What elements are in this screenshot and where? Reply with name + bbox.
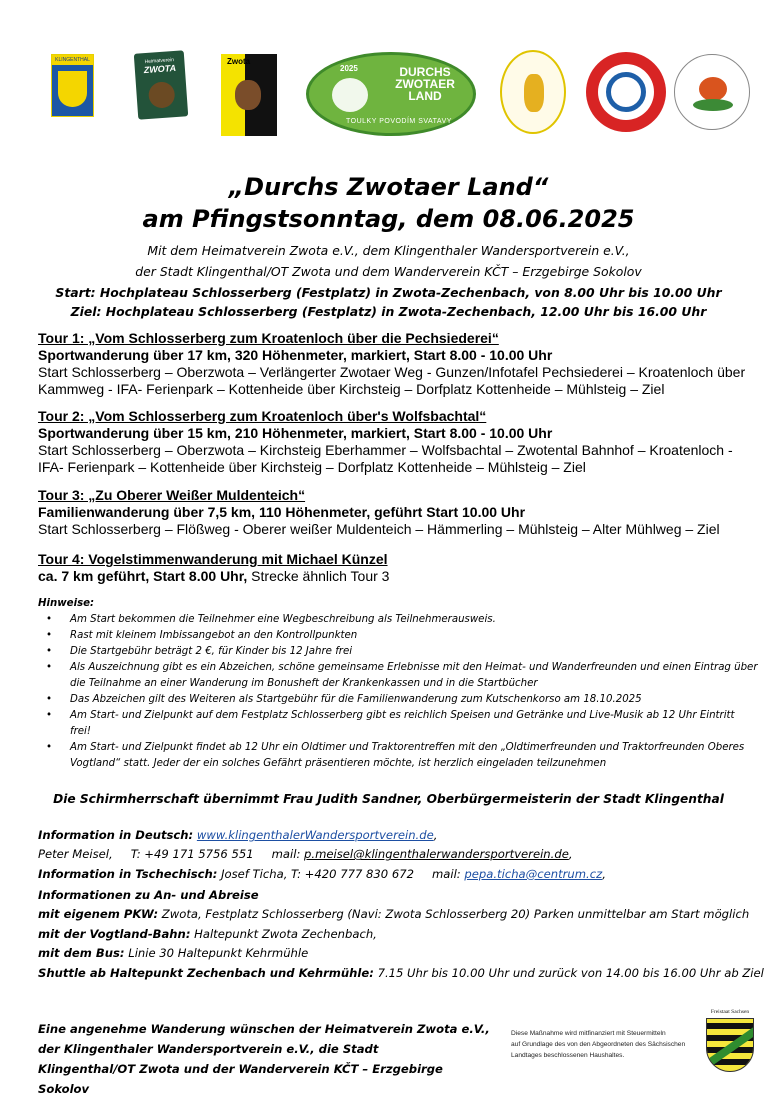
tour-1-details: Sportwanderung über 17 km, 320 Höhenmeter, markiert, Start 8.00 - 10.00 Uhr (38, 347, 553, 363)
kct-logo-icon (586, 52, 666, 132)
info-czech-text: Josef Ticha, T: +420 777 830 672 (221, 866, 414, 881)
patronage-line: Die Schirmherrschaft übernimmt Frau Judith Sandner, Oberbürgermeisterin der Stadt Klingenthal (53, 792, 724, 806)
travel-train-label: mit der Vogtland-Bahn: (38, 926, 191, 941)
vgwv-logo-icon (674, 54, 750, 130)
list-item: • Als Auszeichnung gibt es ein Abzeichen, schöne gemeinsame Erlebnisse mit den Heimat- und Wanderfreunden und einen Eintrag über die Teilnahme an einer Wanderung im Bonusheft der Krankenkassen und in die Startbücher (70, 660, 758, 692)
tour-1-heading: Tour 1: „Vom Schlosserberg zum Kroatenloch über die Pechsiederei“ (38, 330, 499, 346)
contact-phone: T: +49 171 5756 551 (130, 847, 254, 862)
klingenthal-coat-of-arms-icon (51, 54, 94, 117)
heimatverein-logo-line2: ZWOTA (143, 62, 177, 76)
travel-bus-text: Linie 30 Haltepunkt Kehrmühle (128, 946, 309, 961)
website-link[interactable]: www.klingenthalerWandersportverein.de (196, 828, 434, 842)
tour-3-details: Familienwanderung über 7,5 km, 110 Höhenmeter, geführt Start 10.00 Uhr (38, 504, 526, 520)
durchs-logo-sub: TOULKY POVODÍM SVATAVY (346, 118, 452, 125)
wandersportverein-logo-icon (500, 50, 566, 134)
tour-1-route: Start Schlosserberg – Oberzwota – Verlängerter Zwotaer Weg - Gunzen/Infotafel Pechsiederei – Kroatenloch über Kammweg - IFA- Ferienpark – Kottenheide über Kirchsteig – Dorfplatz Kottenheide – Mühlsteig – Ziel (38, 364, 746, 397)
tour-2-heading: Tour 2: „Vom Schlosserberg zum Kroatenloch über's Wolfsbachtal“ (38, 408, 487, 424)
heimatverein-zwota-logo-icon (134, 50, 188, 119)
travel-bus-label: mit dem Bus: (38, 946, 125, 961)
tour-4-details-plain: Strecke ähnlich Tour 3 (247, 568, 390, 584)
contact-mail-link[interactable]: p.meisel@klingenthalerwandersportverein.de (304, 847, 569, 862)
info-czech-label: Information in Tschechisch: (38, 866, 218, 881)
list-item: • Die Startgebühr beträgt 2 €, für Kinder bis 12 Jahre frei (70, 644, 758, 660)
tour-4-details-bold: ca. 7 km geführt, Start 8.00 Uhr, (38, 568, 248, 584)
tour-3-route: Start Schlosserberg – Flößweg - Oberer weißer Muldenteich – Hämmerling – Mühlsteig – Alter Mühlweg – Ziel (38, 521, 720, 537)
tour-2-route: Start Schlosserberg – Oberzwota – Kirchsteig Eberhammer – Wolfsbachtal – Zwotental Bahnhof – Kroatenloch - IFA- Ferienpark – Kottenheide über Kirchsteig – Dorfplatz Kottenheide – Mühlsteig – Ziel (38, 442, 733, 475)
info-german-comma: , (433, 828, 438, 842)
tour-4 (38, 551, 758, 585)
list-item: • Rast mit kleinem Imbissangebot an den Kontrollpunkten (70, 628, 758, 644)
travel-shuttle-label: Shuttle ab Haltepunkt Zechenbach und Kehrmühle: (38, 965, 374, 980)
heimatverein-logo-line1: Heimatverein (144, 57, 175, 66)
travel-heading: Informationen zu An- und Abreise (38, 888, 259, 902)
tour-1 (38, 330, 758, 398)
durchs-zwotaer-land-logo-icon (296, 50, 486, 140)
list-item: • Am Start- und Zielpunkt auf dem Festplatz Schlosserberg gibt es reichlich Speisen und Getränke und Live-Musik ab 12 Uhr Eintritt frei! (70, 708, 758, 740)
closing-line2: der Klingenthaler Wandersportverein e.V., die Stadt (38, 1042, 379, 1056)
funding-note (511, 1028, 711, 1061)
closing-line1: Eine angenehme Wanderung wünschen der Heimatverein Zwota e.V., (38, 1022, 490, 1036)
travel-info (38, 886, 764, 983)
intro-start: Start: Hochplateau Schlosserberg (Festplatz) in Zwota-Zechenbach, von 8.00 Uhr bis 10.00 Uhr (55, 285, 722, 300)
czech-mail-label: mail: (431, 866, 461, 881)
closing-line3: Klingenthal/OT Zwota und der Wanderverein KČT – Erzgebirge Sokolov (38, 1062, 443, 1096)
notes-label: Hinweise: (38, 598, 95, 609)
funding-line3: Landtages beschlossenen Haushaltes. (511, 1052, 625, 1059)
czech-comma: , (602, 866, 606, 881)
tour-4-details (38, 568, 758, 585)
tour-4-heading: Tour 4: Vogelstimmenwanderung mit Michael Künzel (38, 551, 388, 567)
logo-row (0, 50, 777, 140)
contact-comma: , (568, 847, 573, 862)
intro-line1: Mit dem Heimatverein Zwota e.V., dem Klingenthaler Wandersportverein e.V., (147, 243, 630, 258)
crest-caption: Freistaat Sachsen (704, 1006, 756, 1018)
contact-mail-label: mail: (271, 847, 301, 862)
page-title-line2: am Pfingstsonntag, dem 08.06.2025 (142, 205, 635, 233)
contact-name: Peter Meisel, (38, 847, 113, 862)
list-item: • Am Start bekommen die Teilnehmer eine Wegbeschreibung als Teilnehmerausweis. (70, 612, 758, 628)
intro-ziel: Ziel: Hochplateau Schlosserberg (Festplatz) in Zwota-Zechenbach, 12.00 Uhr bis 16.00 Uhr (70, 304, 707, 319)
durchs-logo-year: 2025 (340, 64, 358, 73)
zwota-logo-icon (221, 54, 277, 136)
tour-2 (38, 408, 758, 476)
tour-2-details: Sportwanderung über 15 km, 210 Höhenmeter, markiert, Start 8.00 - 10.00 Uhr (38, 425, 553, 441)
saxony-coat-of-arms-icon (704, 1006, 756, 1072)
tour-3-heading: Tour 3: „Zu Oberer Weißer Muldenteich“ (38, 487, 306, 503)
list-item: • Das Abzeichen gilt des Weiteren als Startgebühr für die Familienwanderung zum Kutschenkorso am 18.10.2025 (70, 692, 758, 708)
funding-line1: Diese Maßnahme wird mitfinanziert mit Steuermitteln (511, 1030, 666, 1037)
notes-list (38, 612, 758, 772)
info-german-label: Information in Deutsch: (38, 828, 194, 842)
intro-line2: der Stadt Klingenthal/OT Zwota und dem Wanderverein KČT – Erzgebirge Sokolov (135, 264, 642, 279)
funding-line2: auf Grundlage des von den Abgeordneten des Sächsischen (511, 1041, 686, 1048)
notes-section (38, 596, 758, 772)
travel-car-text: Zwota, Festplatz Schlosserberg (Navi: Zwota Schlosserberg 20) Parken unmittelbar am Start möglich (161, 907, 750, 922)
klingenthal-logo-text: KLINGENTHAL (55, 57, 90, 63)
zwota-logo-text: Zwota (227, 57, 251, 66)
page-title-line1: „Durchs Zwotaer Land“ (228, 173, 549, 201)
travel-shuttle-text: 7.15 Uhr bis 10.00 Uhr und zurück von 14.00 bis 16.00 Uhr ab Ziel (377, 965, 764, 980)
travel-car-label: mit eigenem PKW: (38, 907, 159, 922)
durchs-logo-name: DURCHS ZWOTAER LAND (395, 65, 455, 103)
czech-mail-link[interactable]: pepa.ticha@centrum.cz (464, 866, 603, 881)
travel-train-text: Haltepunkt Zwota Zechenbach, (194, 926, 377, 941)
closing-message (38, 1019, 498, 1099)
list-item: • Am Start- und Zielpunkt findet ab 12 Uhr ein Oldtimer und Traktorentreffen mit den „Oldtimerfreunden und Traktorfreunden Oberes Vogtland“ statt. Jeder der ein solches Gefährt präsentieren möchte, ist herzlich eingeladen teilzunehmen (70, 740, 758, 772)
contact-info (38, 826, 758, 884)
tour-3 (38, 487, 758, 538)
